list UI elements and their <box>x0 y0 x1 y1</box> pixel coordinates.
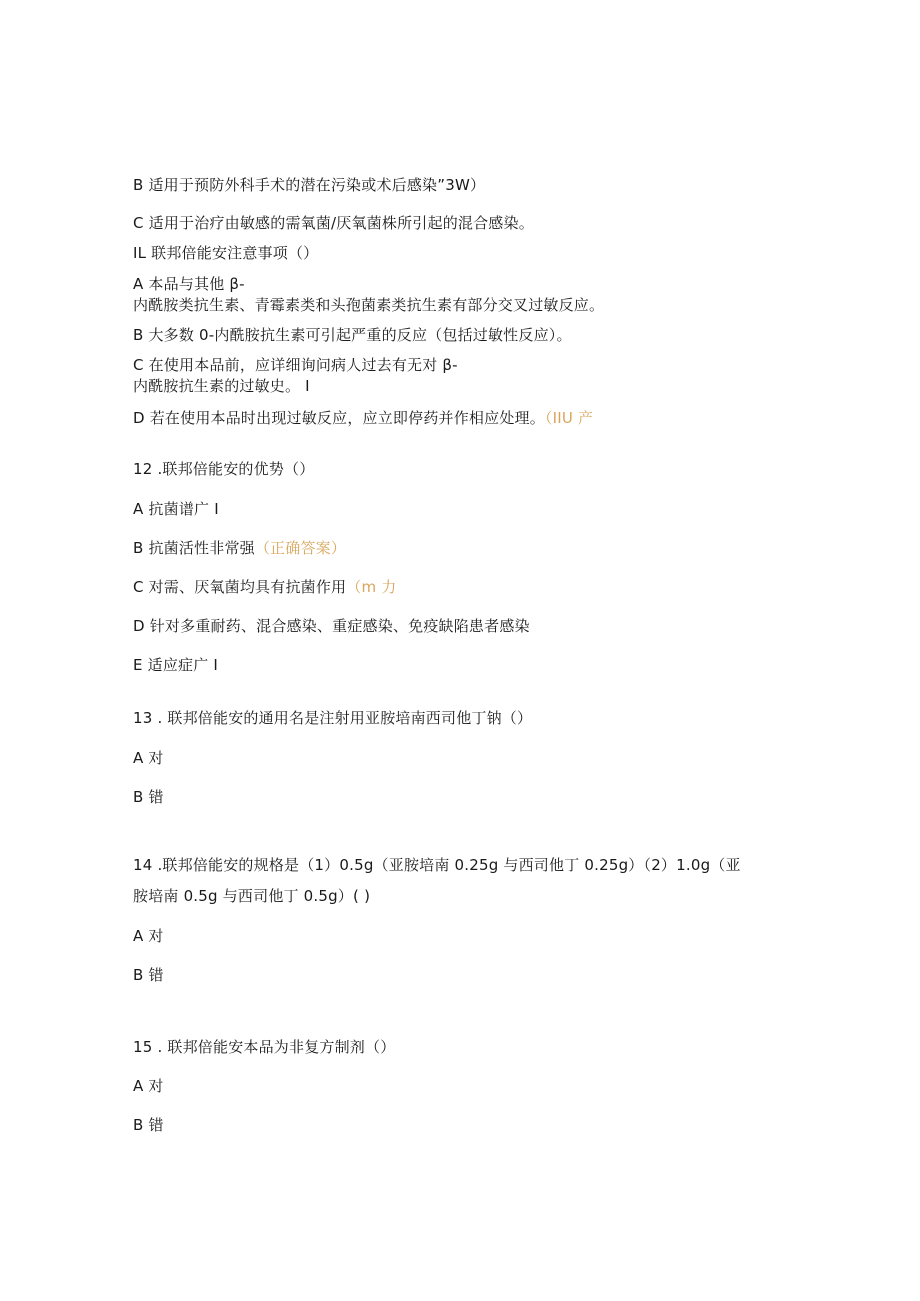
option-c-allergy-history-line1: C 在使用本品前，应详细询问病人过去有无对 β- <box>133 356 458 374</box>
question-13-title: 13 . 联邦倍能安的通用名是注射用亚胺培南西司他丁钠（） <box>133 709 533 727</box>
option-b-prevention: B 适用于预防外科手术的潜在污染或术后感染”3W） <box>133 176 486 194</box>
option-b-strong-activity: B 抗菌活性非常强（正确答案） <box>133 539 347 557</box>
question-15-title: 15 . 联邦倍能安本品为非复方制剂（） <box>133 1038 396 1056</box>
question-14-title-line1: 14 .联邦倍能安的规格是（1）0.5g（亚胺培南 0.25g 与西司他丁 0.25g）（2）1.0g（亚 <box>133 856 741 874</box>
question-15-option-b: B 错 <box>133 1116 164 1134</box>
question-11-title: IL 联邦倍能安注意事项（） <box>133 244 319 262</box>
option-a-broad-spectrum: A 抗菌谱广 I <box>133 500 219 518</box>
correct-answer-mark: （正确答案） <box>254 539 347 557</box>
question-13-option-a: A 对 <box>133 749 164 767</box>
question-14-option-b: B 错 <box>133 966 164 984</box>
option-c-mixed-infection: C 适用于治疗由敏感的需氧菌/厌氧菌株所引起的混合感染。 <box>133 214 534 232</box>
question-14-option-a: A 对 <box>133 927 164 945</box>
option-a-cross-allergy-line1: A 本品与其他 β- <box>133 275 245 293</box>
question-15-option-a: A 对 <box>133 1077 164 1095</box>
option-b-severe-reaction: B 大多数 0-内酰胺抗生素可引起严重的反应（包括过敏性反应）。 <box>133 326 572 344</box>
question-14-title-line2: 胺培南 0.5g 与西司他丁 0.5g）( ) <box>133 887 371 905</box>
answer-mark: （IIU 产 <box>544 409 594 427</box>
option-d-stop-drug: D 若在使用本品时出现过敏反应，应立即停药并作相应处理。（IIU 产 <box>133 409 594 427</box>
option-d-multidrug: D 针对多重耐药、混合感染、重症感染、免疫缺陷患者感染 <box>133 617 530 635</box>
question-12-title: 12 .联邦倍能安的优势（） <box>133 460 315 478</box>
option-c-allergy-history-line2: 内酰胺抗生素的过敏史。 I <box>133 377 310 395</box>
option-c-aerobic-anaerobic: C 对需、厌氧菌均具有抗菌作用（m 力 <box>133 578 397 596</box>
question-13-option-b: B 错 <box>133 788 164 806</box>
answer-mark: （m 力 <box>346 578 397 596</box>
option-e-wide-indications: E 适应症广 I <box>133 656 219 674</box>
option-a-cross-allergy-line2: 内酰胺类抗生素、青霉素类和头孢菌素类抗生素有部分交叉过敏反应。 <box>133 296 605 314</box>
